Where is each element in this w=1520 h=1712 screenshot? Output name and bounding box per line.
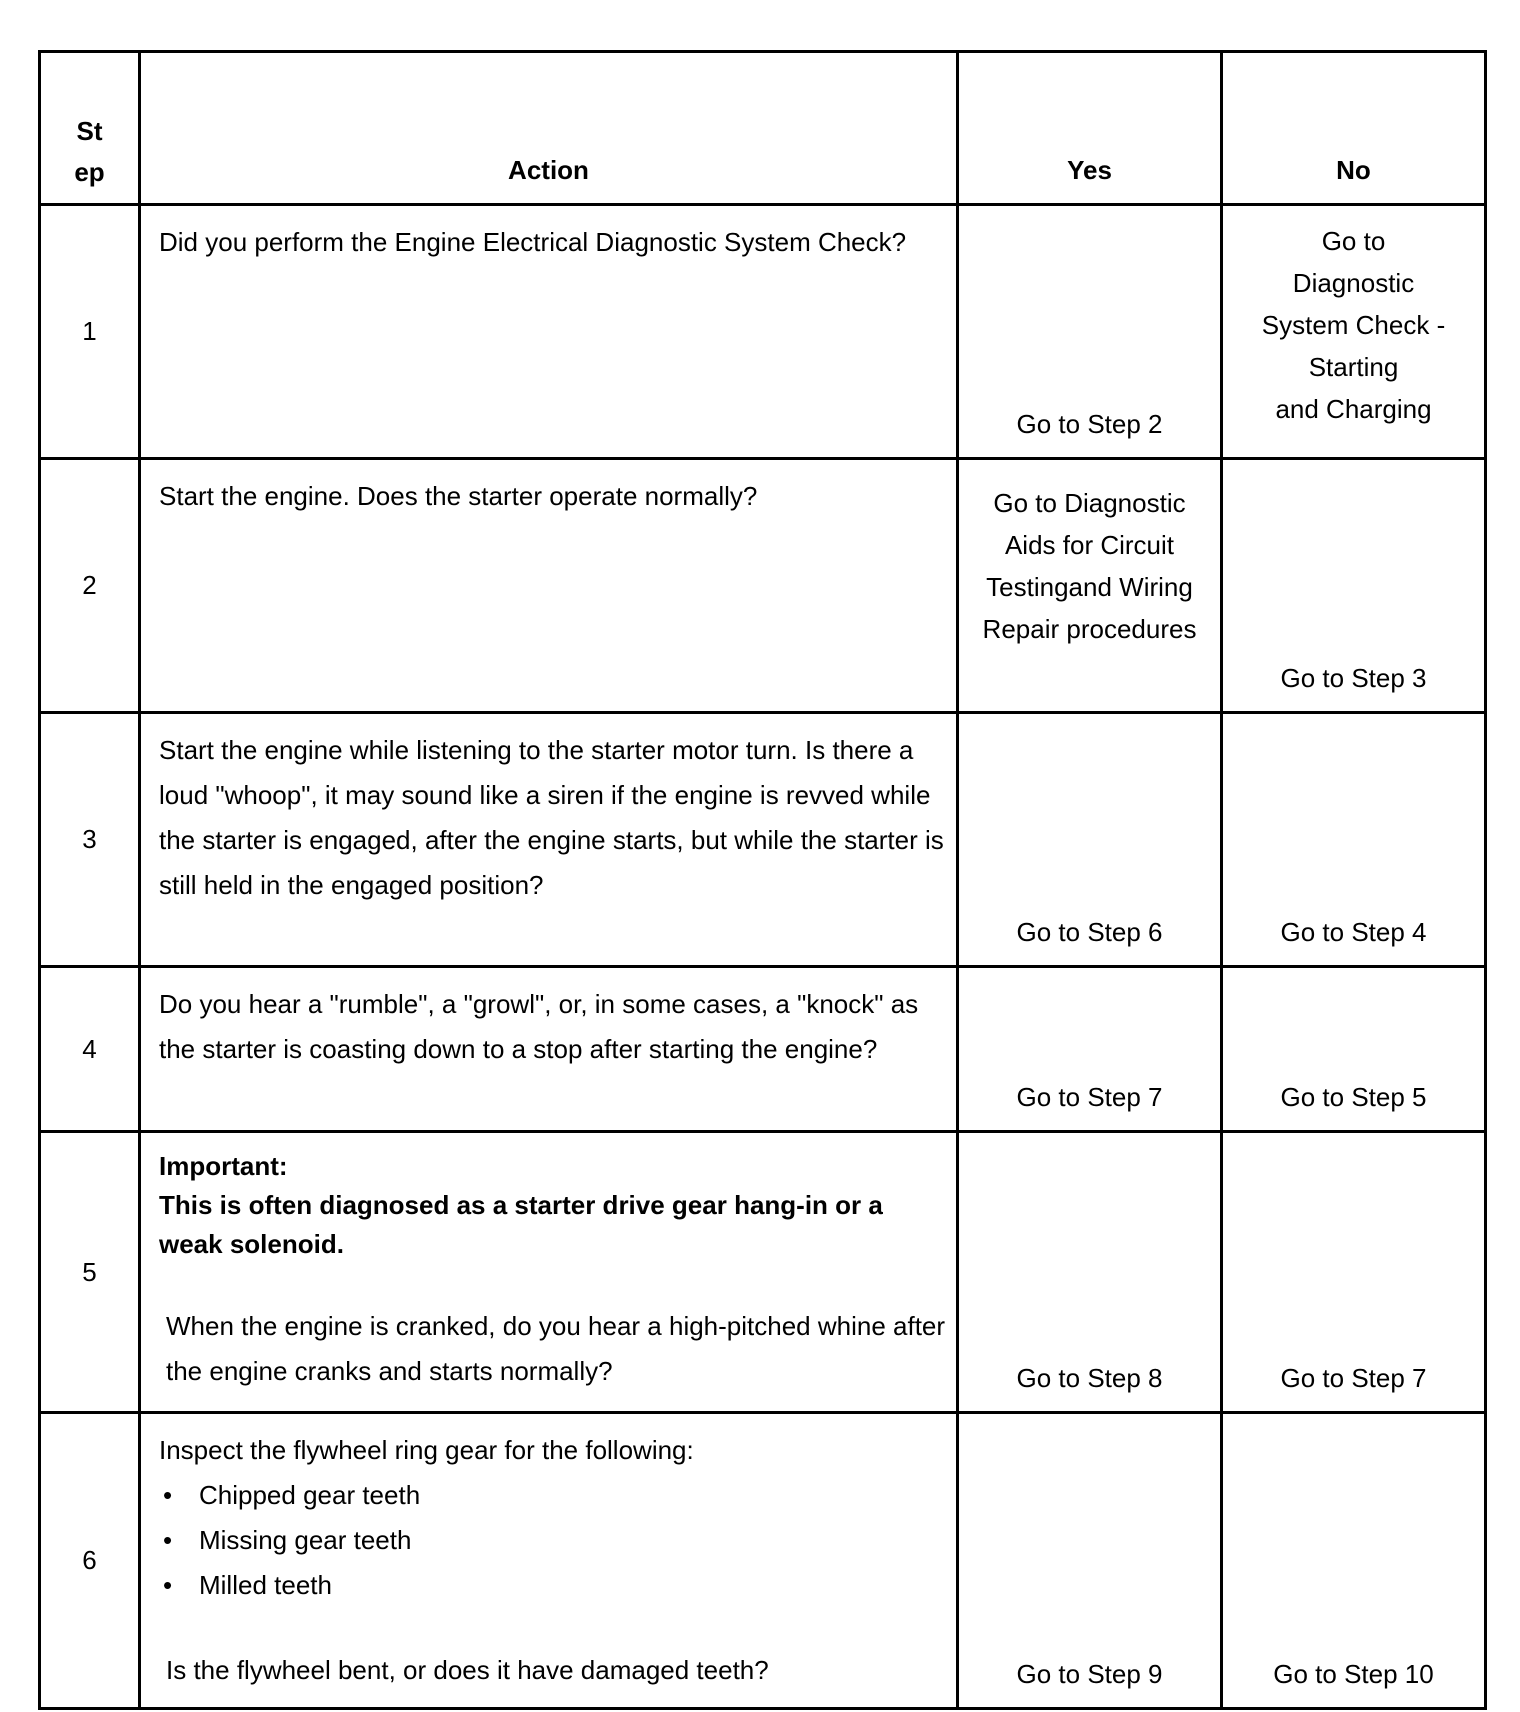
action-text: Start the engine while listening to the starter motor turn. Is there a loud "whoop", it may sound like a siren if the engine is revved while the starter is engaged, after the engine starts, but while the starter is still held in the engaged position?	[140, 713, 958, 967]
step-number: 1	[40, 205, 140, 459]
table-row	[40, 1413, 1486, 1709]
header-step	[40, 52, 140, 205]
no-result: Go to Step 5	[1222, 967, 1486, 1132]
header-step-line-2: ep	[74, 157, 105, 187]
bullet-icon: •	[163, 1480, 173, 1510]
step-number: 2	[40, 459, 140, 713]
inspection-intro: Inspect the flywheel ring gear for the following:	[159, 1435, 694, 1465]
no-result-line: Go to	[1321, 226, 1386, 256]
yes-result: Go to Step 7	[958, 967, 1222, 1132]
yes-result: Go to Step 2	[958, 205, 1222, 459]
question-text: When the engine is cranked, do you hear a high-pitched whine after the engine cranks and starts normally?	[166, 1311, 946, 1386]
no-result: Go to Step 7	[1222, 1132, 1486, 1413]
action-text: Do you hear a "rumble", a "growl", or, in some cases, a "knock" as the starter is coasting down to a stop after starting the engine?	[140, 967, 958, 1132]
table-row	[40, 967, 1486, 1132]
table-row	[40, 459, 1486, 713]
important-note: This is often diagnosed as a starter drive gear hang-in or a weak solenoid.	[159, 1190, 883, 1259]
yes-result-line: Repair procedures	[982, 614, 1197, 644]
no-result: Go to Step 10	[1222, 1413, 1486, 1709]
paragraph-spacer	[159, 1608, 946, 1648]
action-text: Start the engine. Does the starter operate normally?	[140, 459, 958, 713]
yes-result: Go to Step 9	[958, 1413, 1222, 1709]
inspection-list	[159, 1473, 946, 1608]
table-header-row	[40, 52, 1486, 205]
list-item-text: Missing gear teeth	[199, 1525, 412, 1555]
header-yes: Yes	[958, 52, 1222, 205]
no-result-line: Diagnostic	[1292, 268, 1415, 298]
yes-result-line: Go to Diagnostic	[993, 488, 1186, 518]
no-result	[1222, 205, 1486, 459]
action-text	[140, 1132, 958, 1413]
no-result-line: Starting	[1308, 352, 1399, 382]
bullet-icon: •	[163, 1525, 173, 1555]
no-result-line: System Check -	[1261, 310, 1446, 340]
yes-result	[958, 459, 1222, 713]
step-number: 4	[40, 967, 140, 1132]
list-item	[159, 1563, 946, 1608]
bullet-icon: •	[163, 1570, 173, 1600]
step-number: 6	[40, 1413, 140, 1709]
step-number: 5	[40, 1132, 140, 1413]
table-row	[40, 1132, 1486, 1413]
yes-result-line: Aids for Circuit	[1004, 530, 1175, 560]
yes-result-line: Testingand Wiring	[986, 572, 1193, 602]
important-label: Important:	[159, 1151, 288, 1181]
header-step-line-1: St	[76, 116, 103, 146]
step-number: 3	[40, 713, 140, 967]
no-result: Go to Step 3	[1222, 459, 1486, 713]
diagnostic-table	[38, 50, 1487, 1710]
table-row	[40, 205, 1486, 459]
header-action: Action	[140, 52, 958, 205]
action-text: Did you perform the Engine Electrical Diagnostic System Check?	[140, 205, 958, 459]
action-text	[140, 1413, 958, 1709]
yes-result: Go to Step 6	[958, 713, 1222, 967]
list-item-text: Milled teeth	[199, 1570, 332, 1600]
paragraph-spacer	[159, 1264, 946, 1304]
no-result: Go to Step 4	[1222, 713, 1486, 967]
question-text: Is the flywheel bent, or does it have damaged teeth?	[166, 1655, 769, 1685]
no-result-line: and Charging	[1275, 394, 1432, 424]
list-item-text: Chipped gear teeth	[199, 1480, 421, 1510]
table-row	[40, 713, 1486, 967]
list-item	[159, 1518, 946, 1563]
header-no: No	[1222, 52, 1486, 205]
list-item	[159, 1473, 946, 1518]
yes-result: Go to Step 8	[958, 1132, 1222, 1413]
